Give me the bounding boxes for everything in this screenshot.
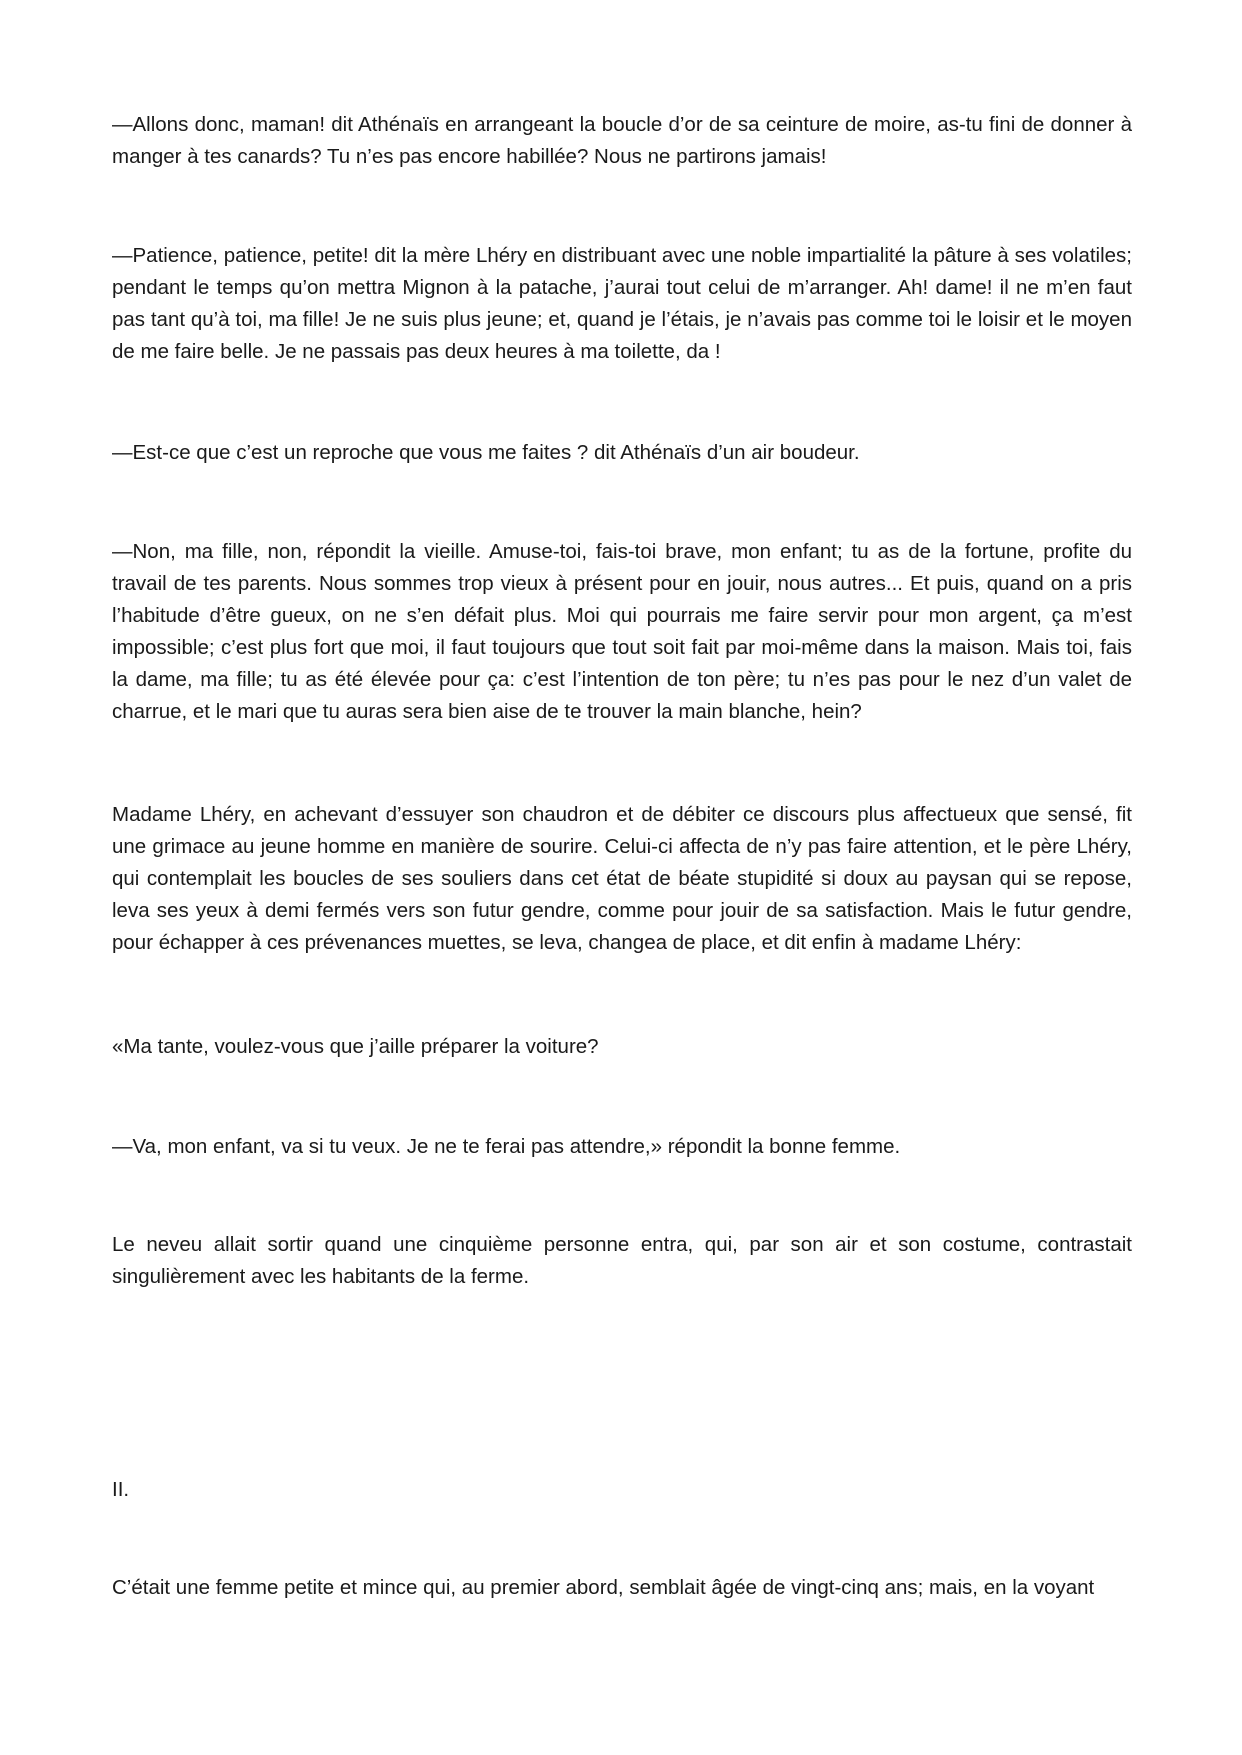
paragraph-5: Madame Lhéry, en achevant d’essuyer son chaudron et de débiter ce discours plus affectueux que sensé, fit une grimace au jeune homme en manière de sourire. Celui-ci affecta de n’y pas faire attention, et le père Lhéry, qui contemplait les boucles de ses souliers dans cet état de béate stupidité si doux au paysan qui se repose, leva ses yeux à demi fermés vers son futur gendre, comme pour jouir de sa satisfaction. Mais le futur gendre, pour échapper à ces prévenances muettes, se leva, changea de place, et dit enfin à madame Lhéry: [112,803,1132,954]
paragraph-4: —Non, ma fille, non, répondit la vieille. Amuse-toi, fais-toi brave, mon enfant; tu as de la fortune, profite du travail de tes parents. Nous sommes trop vieux à présent pour en jouir, nous autres... Et puis, quand on a pris l’habitude d’être gueux, on ne s’en défait plus. Moi qui pourrais me faire servir pour mon argent, ça m’est impossible; c’est plus fort que moi, il faut toujours que tout soit fait par moi-même dans la maison. Mais toi, fais la dame, ma fille; tu as été élevée pour ça: c’est l’intention de ton père; tu n’es pas pour le nez d’un valet de charrue, et le mari que tu auras sera bien aise de te trouver la main blanche, hein? [112,540,1132,723]
paragraph-6: «Ma tante, voulez-vous que j’aille préparer la voiture? [112,1035,599,1058]
paragraph-7: —Va, mon enfant, va si tu veux. Je ne te ferai pas attendre,» répondit la bonne femme. [112,1135,901,1158]
paragraph-2: —Patience, patience, petite! dit la mère Lhéry en distribuant avec une noble impartialité la pâture à ses volatiles; pendant le temps qu’on mettra Mignon à la patache, j’aurai tout celui de m’arranger. Ah! dame! il ne m’en faut pas tant qu’à toi, ma fille! Je ne suis plus jeune; et, quand je l’étais, je n’avais pas comme toi le loisir et le moyen de me faire belle. Je ne passais pas deux heures à ma toilette, da ! [112,244,1132,363]
document-page [112,0,1132,1755]
paragraph-3: —Est-ce que c’est un reproche que vous me faites ? dit Athénaïs d’un air boudeur. [112,441,860,464]
paragraph-8: Le neveu allait sortir quand une cinquième personne entra, qui, par son air et son costume, contrastait singulièrement avec les habitants de la ferme. [112,1233,1132,1288]
paragraph-1: —Allons donc, maman! dit Athénaïs en arrangeant la boucle d’or de sa ceinture de moire, as-tu fini de donner à manger à tes canards? Tu n’es pas encore habillée? Nous ne partirons jamais! [112,113,1132,168]
chapter-heading: II. [112,1478,130,1501]
paragraph-9: C’était une femme petite et mince qui, au premier abord, semblait âgée de vingt-cinq ans; mais, en la voyant [112,1576,1095,1599]
